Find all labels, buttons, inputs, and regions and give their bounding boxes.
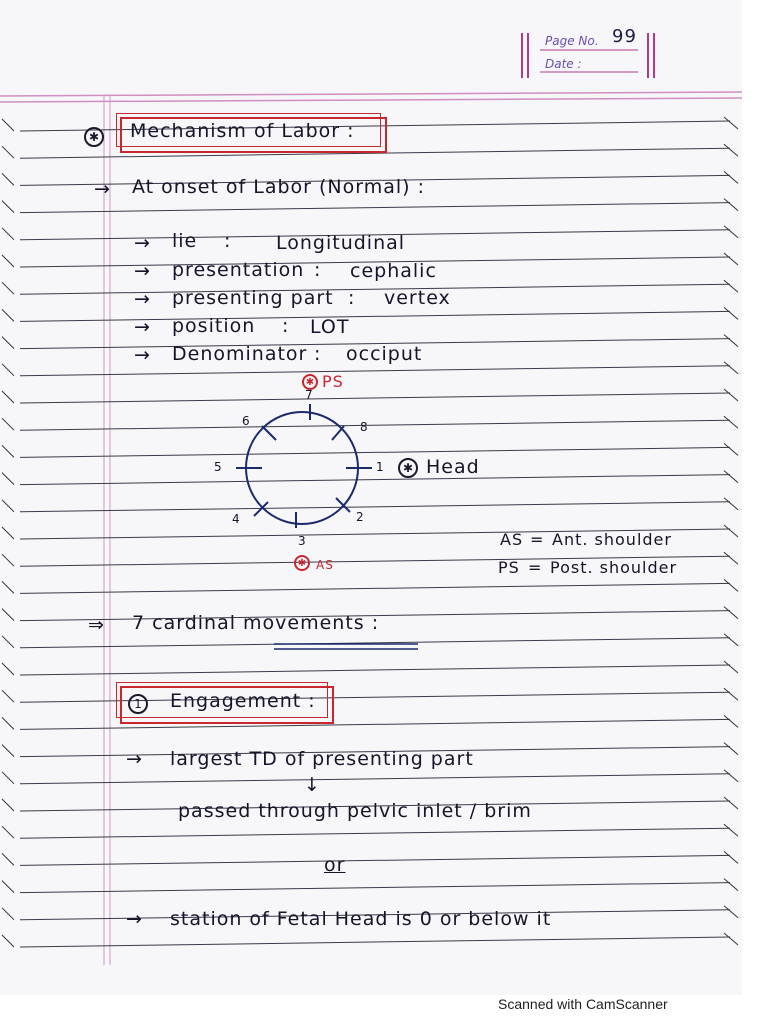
page-no-label: Page No. <box>545 34 599 48</box>
attr-label: Denominator <box>172 343 308 365</box>
engagement-line-1: largest TD of presenting part <box>170 748 474 770</box>
legend-eq: = <box>530 530 545 549</box>
diagram-num: 1 <box>376 460 385 474</box>
attr-sep: : <box>282 315 290 337</box>
or-separator: or <box>324 854 346 876</box>
arrow-icon: → <box>126 908 143 930</box>
down-arrow-icon: ↓ <box>304 774 321 796</box>
attr-value: Longitudinal <box>276 232 406 254</box>
double-arrow-icon: ⇒ <box>88 614 105 636</box>
arrow-icon: → <box>134 260 151 282</box>
attr-value: cephalic <box>350 260 437 282</box>
page-no-value: 99 <box>612 26 637 47</box>
attr-sep: : <box>224 230 232 252</box>
attr-sep: : <box>314 343 322 365</box>
diagram-num: 4 <box>232 512 241 526</box>
arrow-icon: → <box>134 316 151 338</box>
diagram-num: 7 <box>305 388 314 402</box>
star-bullet-icon: ✱ <box>294 555 310 571</box>
ps-label: PS <box>322 372 344 391</box>
attr-sep: : <box>314 259 322 281</box>
engagement-line-2: passed through pelvic inlet / brim <box>178 800 532 822</box>
as-label: AS <box>316 558 334 572</box>
legend-eq: = <box>528 558 543 577</box>
arrow-icon: → <box>126 748 143 770</box>
engagement-line-3: station of Fetal Head is 0 or below it <box>170 908 552 930</box>
diagram-num: 2 <box>356 510 365 524</box>
attr-label: presentation <box>172 259 305 281</box>
head-label: Head <box>426 456 480 478</box>
attr-label: lie <box>172 230 198 252</box>
engagement-title: Engagement : <box>170 690 316 712</box>
engagement-number: 1 <box>128 694 148 714</box>
arrow-icon: → <box>134 344 151 366</box>
attr-label: position <box>172 315 256 337</box>
legend-full: Ant. shoulder <box>552 530 672 549</box>
attr-label: presenting part <box>172 287 334 309</box>
legend-abbr: AS <box>500 530 524 549</box>
attr-value: vertex <box>384 287 451 309</box>
onset-heading: At onset of Labor (Normal) : <box>132 176 426 198</box>
arrow-icon: → <box>94 178 111 200</box>
star-bullet-icon: ✱ <box>398 458 418 478</box>
arrow-icon: → <box>134 232 151 254</box>
arrow-icon: → <box>134 288 151 310</box>
diagram-num: 3 <box>298 534 307 548</box>
diagram-num: 8 <box>360 420 369 434</box>
attr-value: occiput <box>346 343 423 365</box>
date-label: Date : <box>545 57 582 71</box>
cardinal-heading: 7 cardinal movements : <box>132 612 380 634</box>
star-bullet-icon: ✱ <box>302 374 318 390</box>
legend-full: Post. shoulder <box>550 558 678 577</box>
diagram-num: 6 <box>242 414 251 428</box>
diagram-num: 5 <box>214 460 223 474</box>
attr-sep: : <box>348 287 356 309</box>
legend-abbr: PS <box>498 558 520 577</box>
star-bullet-icon: ✱ <box>84 127 104 147</box>
page-title: Mechanism of Labor : <box>130 120 355 142</box>
scanner-watermark: Scanned with CamScanner <box>498 996 668 1012</box>
attr-value: LOT <box>310 316 350 338</box>
